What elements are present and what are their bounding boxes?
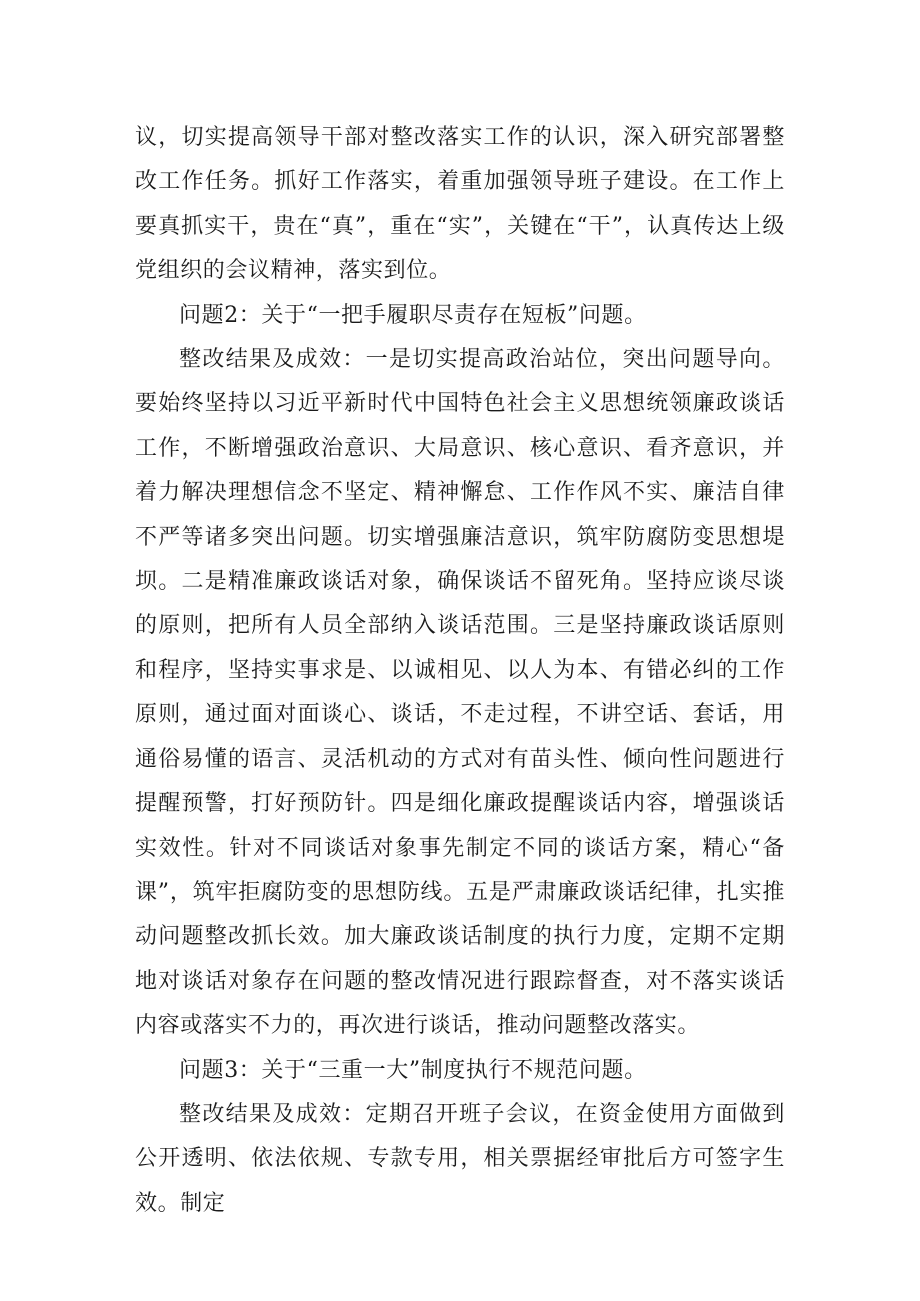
issue-2-result-paragraph: 整改结果及成效：一是切实提高政治站位，突出问题导向。要始终坚持以习近平新时代中国特色社会主义思想统领廉政谈话工作，不断增强政治意识、大局意识、核心意识、看齐意识，并着力解决理想信念不坚定、精神懈怠、工作作风不实、廉洁自律不严等诸多突出问题。切实增强廉洁意识，筑牢防腐防变思想堤坝。二是精准廉政谈话对象，确保谈话不留死角。坚持应谈尽谈的原则，把所有人员全部纳入谈话范围。三是坚持廉政谈话原则和程序，坚持实事求是、以诚相见、以人为本、有错必纠的工作原则，通过面对面谈心、谈话，不走过程，不讲空话、套话，用通俗易懂的语言、灵活机动的方式对有苗头性、倾向性问题进行提醒预警，打好预防针。四是细化廉政提醒谈话内容，增强谈话实效性。针对不同谈话对象事先制定不同的谈话方案，精心“备课”，筑牢拒腐防变的思想防线。五是严肃廉政谈话纪律，扎实推动问题整改抓长效。加大廉政谈话制度的执行力度，定期不定期地对谈话对象存在问题的整改情况进行跟踪督查，对不落实谈话内容或落实不力的，再次进行谈话，推动问题整改落实。 [135, 347, 785, 1039]
issue-3-heading: 问题3：关于“三重一大”制度执行不规范问题。 [179, 1057, 647, 1083]
issue-2-heading: 问题2：关于“一把手履职尽责存在短板”问题。 [179, 302, 647, 328]
issue-3-result-paragraph: 整改结果及成效：定期召开班子会议，在资金使用方面做到公开透明、依法依规、专款专用，相关票据经审批后方可签字生效。制定 [135, 1101, 785, 1216]
document-body [135, 116, 785, 1226]
paragraph-continuation: 议，切实提高领导干部对整改落实工作的认识，深入研究部署整改工作任务。抓好工作落实，着重加强领导班子建设。在工作上要真抓实干，贵在“真”，重在“实”，关键在“干”，认真传达上级党组织的会议精神，落实到位。 [135, 125, 785, 284]
